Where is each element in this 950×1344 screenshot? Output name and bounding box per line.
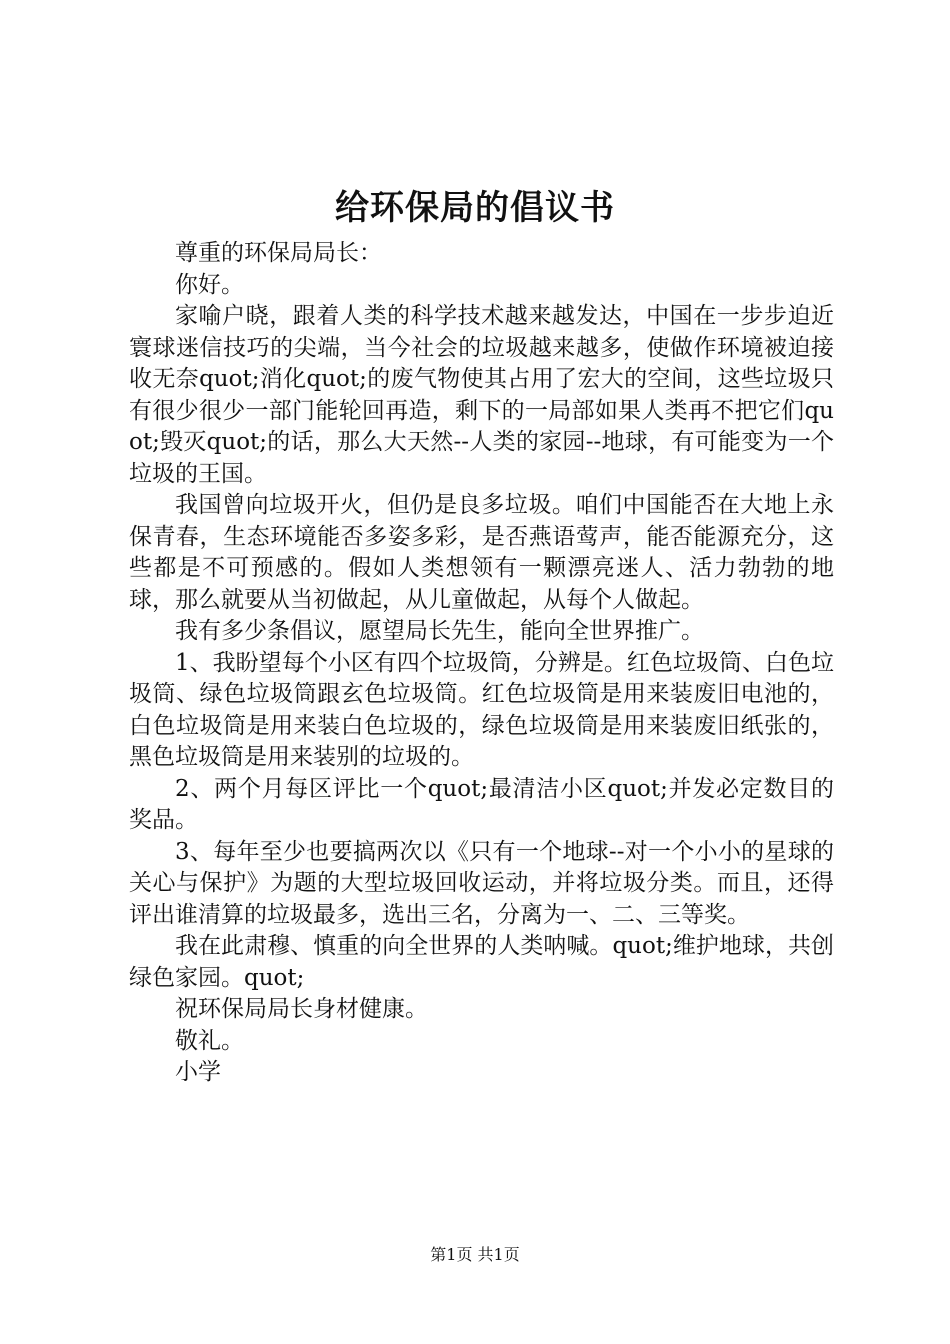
signature: 小学 [175, 1059, 221, 1085]
proposal-item: 3、每年至少也要搞两次以《只有一个地球--对一个小小的星球的关心与保护》为题的大型垃圾回收运动，并将垃圾分类。而且，还得评出谁清算的垃圾最多，选出三名，分离为一、二、三等奖。 [129, 838, 834, 928]
body-paragraph: 我国曾向垃圾开火，但仍是良多垃圾。咱们中国能否在大地上永保青春，生态环境能否多姿多彩，是否燕语莺声，能否能源充分，这些都是不可预感的。假如人类想领有一颗漂亮迷人、活力勃勃的地球，那么就要从当初做起，从儿童做起，从每个人做起。 [129, 492, 834, 613]
document-body [129, 238, 834, 1089]
closing-salute: 敬礼。 [175, 1027, 244, 1054]
salutation: 尊重的环保局局长： [175, 240, 382, 266]
body-paragraph: 家喻户晓，跟着人类的科学技术越来越发达，中国在一步步迫近寰球迷信技巧的尖端，当今社会的垃圾越来越多，使做作环境被迫接收无奈quot;消化quot;的废气物使其占用了宏大的空间，这些垃圾只有很少很少一部门能轮回再造，剩下的一局部如果人类再不把它们quot;毁灭quot;的话，那么大天然--人类的家园--地球，有可能变为一个垃圾的王国。 [129, 303, 834, 487]
closing-wish: 祝环保局局长身材健康。 [175, 996, 428, 1022]
body-paragraph: 我有多少条倡议，愿望局长先生，能向全世界推广。 [175, 618, 704, 644]
body-paragraph: 我在此肃穆、慎重的向全世界的人类呐喊。quot;维护地球，共创绿色家园。quot; [129, 933, 834, 991]
page-number-footer: 第1页 共1页 [430, 1245, 520, 1264]
greeting: 你好。 [175, 271, 244, 298]
document-title: 给环保局的倡议书 [335, 188, 615, 228]
proposal-item: 2、两个月每区评比一个quot;最清洁小区quot;并发必定数目的奖品。 [129, 775, 834, 833]
proposal-item: 1、我盼望每个小区有四个垃圾筒，分辨是。红色垃圾筒、白色垃圾筒、绿色垃圾筒跟玄色垃圾筒。红色垃圾筒是用来装废旧电池的，白色垃圾筒是用来装白色垃圾的，绿色垃圾筒是用来装废旧纸张的，黑色垃圾筒是用来装别的垃圾的。 [129, 649, 834, 770]
